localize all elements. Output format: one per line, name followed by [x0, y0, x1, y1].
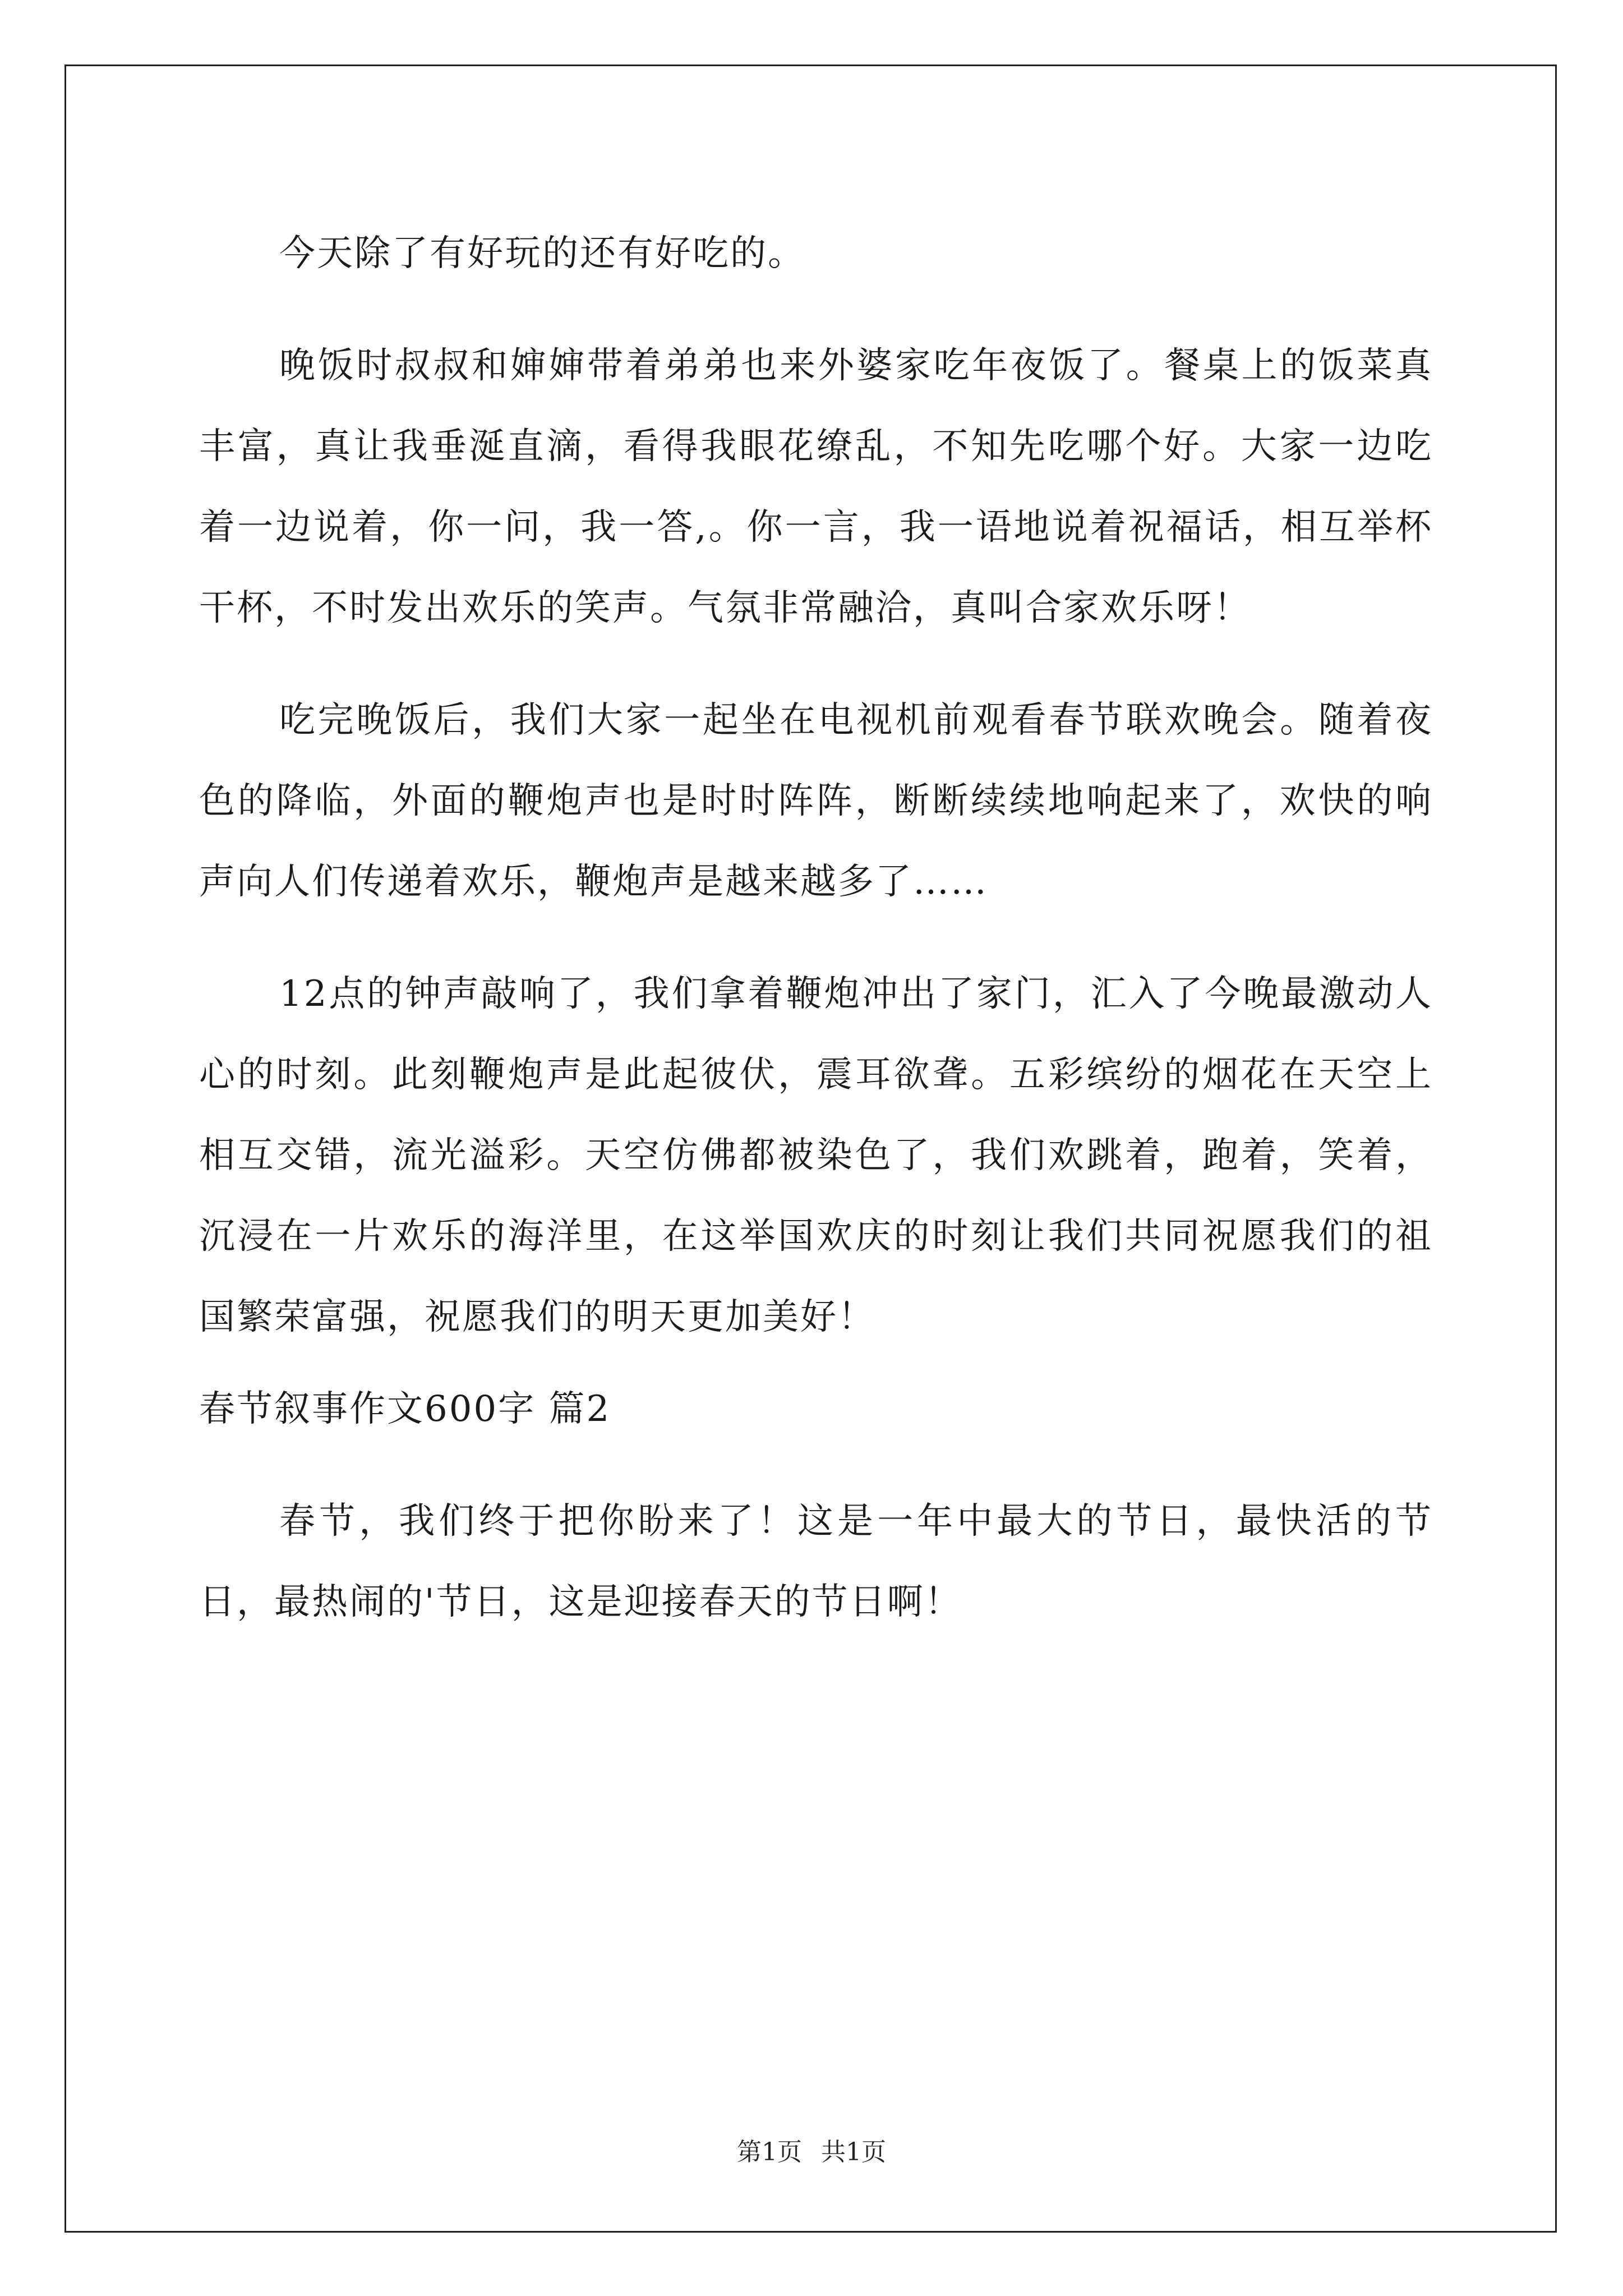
paragraph-5: 春节，我们终于把你盼来了！这是一年中最大的节日，最快活的节日，最热闹的'节日，这是迎接春天的节日啊！ — [199, 1501, 1433, 1623]
page-footer — [0, 2132, 1623, 2168]
paragraph-4: 12点的钟声敲响了，我们拿着鞭炮冲出了家门，汇入了今晚最激动人心的时刻。此刻鞭炮声是此起彼伏，震耳欲聋。五彩缤纷的烟花在天空上相互交错，流光溢彩。天空仿佛都被染色了，我们欢跳着，跑着，笑着，沉浸在一片欢乐的海洋里，在这举国欢庆的时刻让我们共同祝愿我们的祖国繁荣富强，祝愿我们的明天更加美好！ — [199, 973, 1433, 1338]
paragraph-3: 吃完晚饭后，我们大家一起坐在电视机前观看春节联欢晚会。随着夜色的降临，外面的鞭炮声也是时时阵阵，断断续续地响起来了，欢快的响声向人们传递着欢乐，鞭炮声是越来越多了…… — [199, 700, 1433, 903]
paragraph-1: 今天除了有好玩的还有好吃的。 — [279, 233, 805, 274]
document-body — [199, 213, 1433, 1642]
section-heading: 春节叙事作文600字 篇2 — [199, 1388, 611, 1430]
paragraph-2: 晚饭时叔叔和婶婶带着弟弟也来外婆家吃年夜饭了。餐桌上的饭菜真丰富，真让我垂涎直滴，看得我眼花缭乱，不知先吃哪个好。大家一边吃着一边说着，你一问，我一答,。你一言，我一语地说着祝福话，相互举杯干杯，不时发出欢乐的笑声。气氛非常融洽，真叫合家欢乐呀！ — [199, 345, 1433, 629]
page-number-total: 共1页 — [821, 2138, 886, 2166]
page-number-current: 第1页 — [737, 2138, 802, 2166]
